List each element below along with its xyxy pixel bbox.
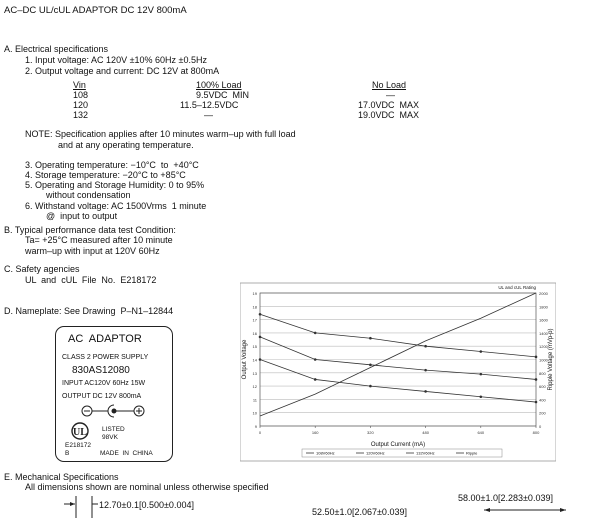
- chart-data-point: [480, 350, 483, 353]
- chart-data-point: [314, 378, 317, 381]
- section-b-line: warm–up with input at 120V 60Hz: [25, 246, 160, 256]
- performance-chart: [240, 276, 556, 462]
- chart-y2-tick-label: 0: [539, 424, 542, 429]
- chart-y2-tick-label: 600: [539, 384, 546, 390]
- chart-data-point: [259, 313, 262, 316]
- spec-item-output-voltage: 2. Output voltage and current: DC 12V at 800mA: [25, 66, 220, 76]
- chart-y-tick-label: 11: [252, 397, 257, 403]
- nameplate-title: AC ADAPTOR: [68, 333, 142, 345]
- chart-data-point: [369, 385, 372, 388]
- chart-y-tick-label: 19: [252, 291, 257, 296]
- chart-y2-tick-label: 1200: [539, 344, 548, 350]
- section-a-heading: A. Electrical specifications: [4, 44, 109, 54]
- table-header-vin: Vin: [73, 80, 86, 90]
- table-header-full-load: 100% Load: [196, 80, 242, 90]
- nameplate-input-line: INPUT AC120V 60Hz 15W: [62, 380, 146, 387]
- spec-item-humidity-cont: without condensation: [46, 190, 131, 200]
- nameplate-drawing: [55, 326, 173, 462]
- chart-x-tick-label: 800: [532, 430, 540, 435]
- chart-y-tick-label: 9: [254, 424, 257, 429]
- chart-x-tick-label: 320: [367, 430, 374, 435]
- dimension-label: 52.50±1.0[2.067±0.039]: [312, 507, 407, 517]
- spec-item-humidity: 5. Operating and Storage Humidity: 0 to 95%: [25, 180, 205, 190]
- chart-data-point: [314, 358, 317, 361]
- table-cell: 17.0VDC MAX: [358, 100, 420, 110]
- chart-y-tick-label: 18: [252, 304, 257, 310]
- spec-item-storage-temp: 4. Storage temperature: −20°C to +85°C: [25, 170, 186, 180]
- nameplate-model: 830AS12080: [72, 365, 130, 376]
- polarity-center-dot: [112, 409, 117, 414]
- chart-y-tick-label: 14: [252, 357, 257, 363]
- section-b-heading: B. Typical performance data test Condition:: [4, 225, 176, 235]
- table-cell: 19.0VDC MAX: [358, 110, 420, 120]
- chart-y-tick-label: 15: [252, 344, 257, 350]
- section-e-line: All dimensions shown are nominal unless otherwise specified: [25, 482, 269, 492]
- chart-x-tick-label: 640: [477, 430, 485, 435]
- chart-data-point: [424, 390, 427, 393]
- chart-data-point: [369, 337, 372, 340]
- performance-chart-svg: [240, 276, 556, 462]
- table-cell: 9.5VDC MIN: [196, 90, 250, 100]
- nameplate-made-in: MADE IN CHINA: [100, 450, 153, 457]
- chart-y2-tick-label: 1400: [539, 330, 548, 336]
- table-cell: 11.5–12.5VDC: [180, 100, 239, 110]
- chart-legend-label: 108V60Hz: [316, 450, 335, 456]
- section-e-heading: E. Mechanical Specifications: [4, 472, 119, 482]
- polarity-diagram: [54, 325, 172, 461]
- dim-arrow-head: [484, 508, 490, 512]
- nameplate-file-no: E218172: [65, 442, 92, 449]
- section-d-heading: D. Nameplate: See Drawing P–N1–12844: [4, 306, 174, 316]
- chart-data-point: [480, 373, 483, 376]
- ul-logo-text: UL: [73, 427, 88, 439]
- chart-data-point: [535, 401, 538, 404]
- chart-data-point: [369, 364, 372, 367]
- dim-arrow-head: [560, 508, 566, 512]
- chart-data-point: [314, 332, 317, 335]
- nameplate-class-line: CLASS 2 POWER SUPPLY: [62, 354, 149, 361]
- table-header-no-load: No Load: [372, 80, 407, 90]
- chart-y2-tick-label: 400: [539, 397, 546, 403]
- chart-y2-tick-label: 1000: [539, 357, 548, 363]
- chart-corner-label: UL and cUL Rating: [498, 285, 536, 290]
- chart-data-point: [424, 345, 427, 348]
- section-b-line: Ta= +25°C measured after 10 minute: [25, 235, 173, 245]
- chart-y-axis-label: Output Voltage: [242, 339, 248, 380]
- chart-y-tick-label: 10: [252, 410, 257, 416]
- chart-y2-tick-label: 2000: [539, 291, 548, 296]
- chart-data-point: [259, 358, 262, 361]
- spec-item-withstand: 6. Withstand voltage: AC 1500Vrms 1 minute: [25, 201, 207, 211]
- chart-y2-tick-label: 1600: [539, 317, 548, 323]
- note-line: and at any operating temperature.: [58, 140, 194, 150]
- table-cell: —: [204, 110, 213, 120]
- spec-item-operating-temp: 3. Operating temperature: −10°C to +40°C: [25, 160, 199, 170]
- chart-legend-label: Ripple: [466, 450, 478, 456]
- chart-x-tick-label: 0: [258, 430, 262, 435]
- spec-item-withstand-cont: @ input to output: [46, 211, 118, 221]
- chart-x-tick-label: 160: [311, 430, 319, 435]
- section-c-line: UL and cUL File No. E218172: [25, 275, 157, 285]
- chart-data-point: [480, 395, 483, 398]
- chart-y-tick-label: 13: [252, 370, 257, 376]
- chart-y2-tick-label: 800: [539, 370, 546, 376]
- chart-y2-tick-label: 1800: [539, 304, 548, 310]
- nameplate-listed-code: 98VK: [102, 434, 118, 441]
- chart-data-point: [424, 369, 427, 372]
- chart-frame: [240, 283, 556, 461]
- chart-y2-axis-label: Ripple Voltage (mVp-p): [548, 328, 554, 391]
- chart-x-tick-label: 480: [422, 430, 429, 435]
- chart-y-tick-label: 12: [252, 384, 257, 390]
- table-cell: 120: [73, 100, 89, 110]
- dimension-label: 58.00±1.0[2.283±0.039]: [458, 493, 553, 503]
- spec-item-input-voltage: 1. Input voltage: AC 120V ±10% 60Hz ±0.5Hz: [25, 55, 207, 65]
- chart-data-point: [259, 336, 262, 339]
- note-line: NOTE: Specification applies after 10 minutes warm–up with full load: [25, 129, 296, 139]
- section-c-heading: C. Safety agencies: [4, 264, 80, 274]
- chart-y-tick-label: 16: [252, 330, 257, 336]
- document-title: AC–DC UL/cUL ADAPTOR DC 12V 800mA: [4, 5, 187, 16]
- dim-arrow-left-head: [70, 502, 75, 506]
- chart-legend-label: 120V60Hz: [366, 450, 385, 456]
- table-cell: 108: [73, 90, 89, 100]
- chart-x-axis-label: Output Current (mA): [370, 442, 426, 448]
- chart-y-tick-label: 17: [252, 317, 257, 323]
- nameplate-output-line: OUTPUT DC 12V 800mA: [62, 393, 142, 400]
- table-cell: —: [386, 90, 395, 100]
- chart-data-point: [535, 356, 538, 359]
- chart-y2-tick-label: 200: [539, 410, 546, 416]
- nameplate-letter: B: [65, 450, 70, 457]
- nameplate-listed: LISTED: [102, 426, 125, 433]
- table-cell: 132: [73, 110, 89, 120]
- chart-data-point: [535, 378, 538, 381]
- chart-legend-label: 132V60Hz: [416, 450, 435, 456]
- dimension-label: 12.70±0.1[0.500±0.004]: [99, 500, 194, 510]
